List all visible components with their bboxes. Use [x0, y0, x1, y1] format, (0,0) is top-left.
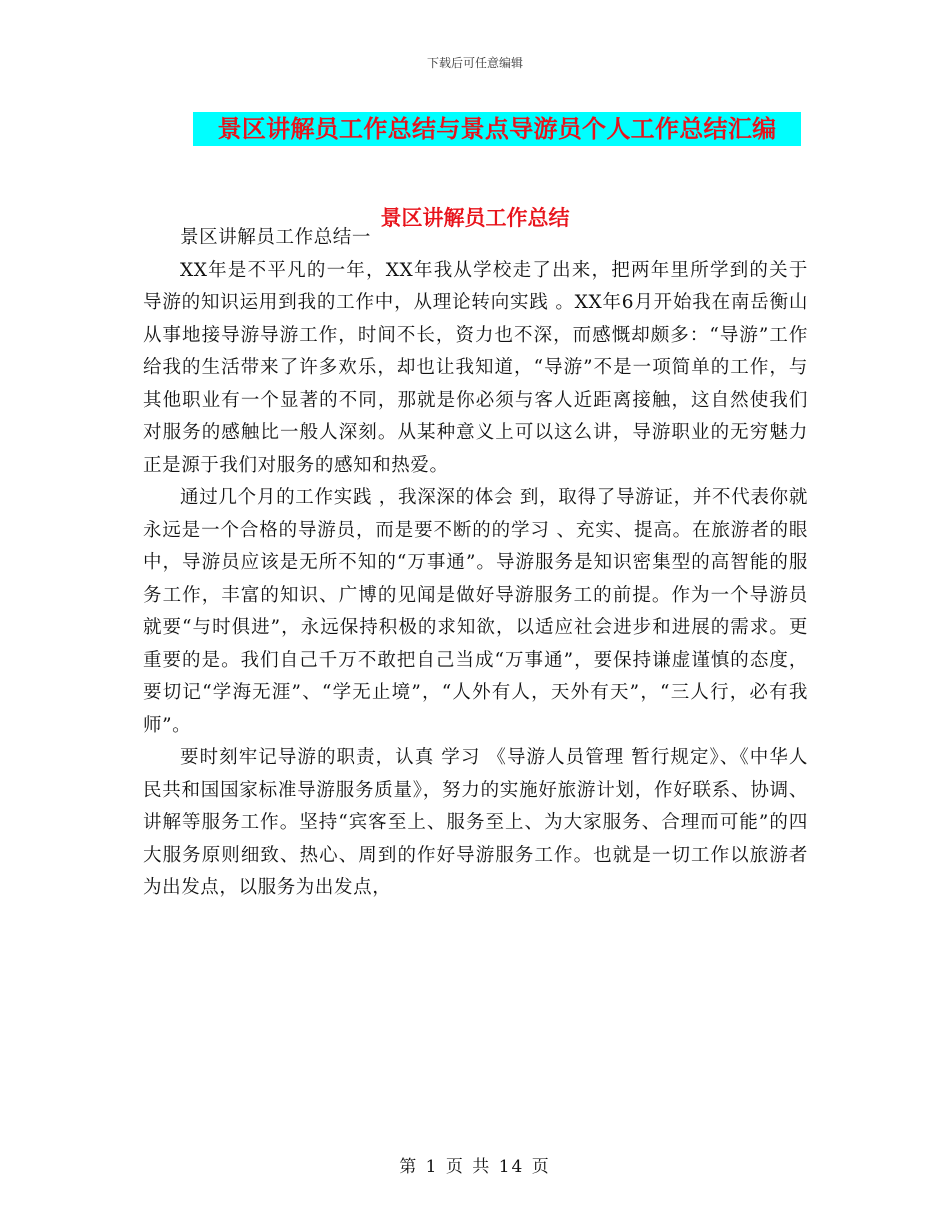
section-title: 景区讲解员工作总结	[380, 205, 570, 230]
page-footer: 第 1 页 共 14 页	[399, 1157, 551, 1177]
paragraph: XX年是不平凡的一年，XX年我从学校走了出来，把两年里所学到的关于导游的知识运用到我的工作中，从理论转向实践 。XX年6月开始我在南岳衡山从事地接导游导游工作，时间不长，资力也不深，而感慨却颇多：“导游”工作给我的生活带来了许多欢乐，却也让我知道，“导游”不是一项简单的工作，与其他职业有一个显著的不同，那就是你必须与客人近距离接触，这自然使我们对服务的感触比一般人深刻。从某种意义上可以这么讲，导游职业的无穷魅力正是源于我们对服务的感知和热爱。	[143, 259, 808, 476]
document-title: 景区讲解员工作总结与景点导游员个人工作总结汇编	[193, 112, 801, 146]
subheading: 景区讲解员工作总结一	[180, 227, 372, 248]
paragraph: 通过几个月的工作实践 ，我深深的体会 到，取得了导游证，并不代表你就永远是一个合格的导游员，而是要不断的的学习 、充实、提高。在旅游者的眼中，导游员应该是无所不知的“万事通”。导游服务是知识密集型的高智能的服务工作，丰富的知识、广博的见闻是做好导游服务工的前提。作为一个导游员就要“与时俱进”，永远保持积极的求知欲，以适应社会进步和进展的需求。更重要的是。我们自己千万不敢把自己当成“万事通”，要保持谦虚谨慎的态度，要切记“学海无涯”、“学无止境”，“人外有人，天外有天”，“三人行，必有我师”。	[143, 487, 808, 736]
header-note: 下载后可任意编辑	[426, 56, 523, 70]
body-text	[143, 222, 808, 905]
paragraph: 要时刻牢记导游的职责，认真 学习 《导游人员管理 暂行规定》、《中华人民共和国国家标准导游服务质量》，努力的实施好旅游计划，作好联系、协调、讲解等服务工作。坚持“宾客至上、服务至上、为大家服务、合理而可能”的四大服务原则细致、热心、周到的作好导游服务工作。也就是一切工作以旅游者为出发点，以服务为出发点，	[143, 747, 808, 898]
